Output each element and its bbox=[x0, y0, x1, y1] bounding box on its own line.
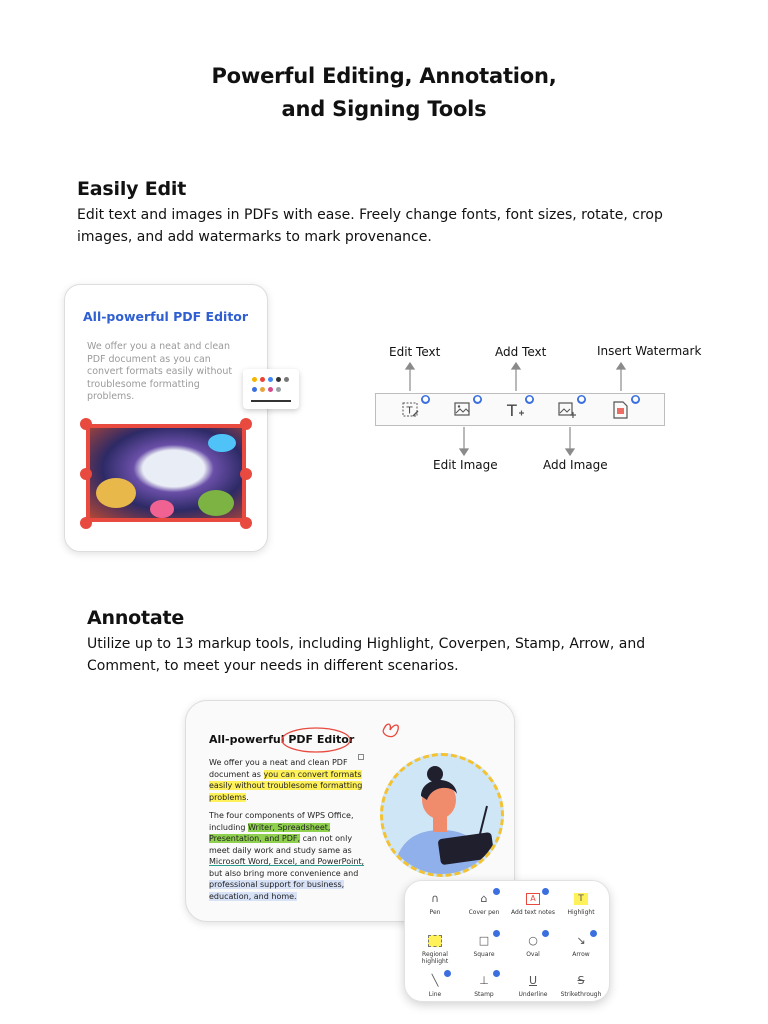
markup-tool-label: Stamp bbox=[474, 991, 494, 998]
markup-tools-panel bbox=[404, 880, 610, 1002]
color-swatch[interactable] bbox=[260, 377, 265, 382]
strikethrough-icon: S bbox=[577, 974, 585, 987]
image-detail bbox=[96, 478, 136, 508]
markup-tool-highlight[interactable] bbox=[556, 893, 606, 916]
image-detail bbox=[150, 500, 174, 518]
color-swatch[interactable] bbox=[276, 387, 281, 392]
highlighted-text[interactable]: you can convert formats easily without troublesome formatting problems bbox=[209, 769, 363, 802]
badge: ● bbox=[422, 395, 429, 403]
paragraph-text: . bbox=[246, 792, 249, 802]
stamp-icon: ⊥ bbox=[479, 974, 489, 987]
badge bbox=[542, 888, 549, 895]
add-text-icon[interactable] bbox=[506, 395, 533, 419]
card-text: We offer you a neat and clean PDF document as you can convert formats easily without troublesome formatting problems. bbox=[87, 341, 233, 402]
annotate-description bbox=[87, 633, 737, 677]
color-swatch[interactable] bbox=[268, 387, 273, 392]
badge bbox=[444, 970, 451, 977]
svg-text:T: T bbox=[507, 401, 517, 419]
edit-image-label: Edit Image bbox=[433, 458, 498, 472]
crop-handle-top-left[interactable] bbox=[80, 418, 92, 430]
edit-text-icon[interactable] bbox=[402, 395, 429, 419]
add-image-icon[interactable] bbox=[558, 395, 585, 419]
markup-tool-label: Arrow bbox=[572, 951, 590, 958]
insert-watermark-label: Insert Watermark bbox=[597, 344, 702, 358]
markup-tool-label: Pen bbox=[429, 909, 441, 916]
markup-tool-label: Highlight bbox=[567, 909, 595, 916]
illustration-drawing bbox=[383, 756, 501, 874]
pdf-edit-toolbar bbox=[375, 393, 665, 426]
badge: ● bbox=[474, 395, 481, 403]
markup-tool-strikethrough[interactable] bbox=[556, 975, 606, 998]
page-title bbox=[0, 60, 768, 126]
annotate-heading: Annotate bbox=[87, 607, 185, 629]
regional-highlight-icon bbox=[428, 935, 442, 947]
card-title: All-powerful PDF Editor bbox=[83, 309, 249, 324]
font-size-slider[interactable] bbox=[251, 400, 291, 402]
markup-tool-label: Oval bbox=[526, 951, 540, 958]
art-supplies-image[interactable] bbox=[86, 424, 246, 522]
font-color-palette[interactable] bbox=[243, 369, 299, 409]
underline-icon: U bbox=[528, 974, 538, 987]
markup-tool-underline[interactable] bbox=[508, 975, 558, 998]
annotated-paragraph-1 bbox=[209, 757, 375, 803]
edit-text-label: Edit Text bbox=[389, 345, 441, 359]
cover-pen-icon: ⌂ bbox=[480, 892, 488, 905]
markup-tool-line[interactable] bbox=[410, 975, 460, 998]
badge bbox=[493, 930, 500, 937]
badge bbox=[542, 930, 549, 937]
insert-watermark-icon[interactable] bbox=[612, 395, 639, 419]
color-swatch[interactable] bbox=[260, 387, 265, 392]
square-icon: □ bbox=[478, 934, 490, 947]
edit-image-icon[interactable] bbox=[454, 395, 481, 419]
markup-tool-label: Strikethrough bbox=[560, 991, 602, 998]
text-note-icon: A bbox=[526, 893, 540, 905]
annotated-doc-title: All-powerful PDF Editor bbox=[209, 733, 355, 746]
svg-text:T: T bbox=[406, 405, 413, 417]
line-icon: ╲ bbox=[431, 974, 439, 987]
arrow-icon: ↘ bbox=[576, 934, 586, 947]
markup-tool-oval[interactable] bbox=[508, 935, 558, 958]
markup-tool-add-text-notes[interactable] bbox=[508, 893, 558, 916]
markup-tool-label: Square bbox=[473, 951, 495, 958]
page-title-line-1: Powerful Editing, Annotation, bbox=[211, 64, 557, 88]
markup-tool-cover-pen[interactable] bbox=[459, 893, 509, 916]
page-title-line-2: and Signing Tools bbox=[281, 97, 487, 121]
crop-handle-right[interactable] bbox=[240, 468, 252, 480]
color-swatch[interactable] bbox=[252, 377, 257, 382]
markup-tool-label: Underline bbox=[518, 991, 548, 998]
paragraph-text: The four components of WPS Office, including bbox=[209, 811, 354, 832]
badge bbox=[493, 888, 500, 895]
badge bbox=[493, 970, 500, 977]
markup-tool-arrow[interactable] bbox=[556, 935, 606, 958]
color-swatch[interactable] bbox=[268, 377, 273, 382]
annotate-description-line-1: Utilize up to 13 markup tools, including Highlight, Coverpen, Stamp, Arrow, and bbox=[87, 636, 646, 652]
markup-tool-label: Regional highlight bbox=[421, 951, 449, 965]
image-detail bbox=[208, 434, 236, 452]
easily-edit-description bbox=[77, 204, 737, 248]
markup-tool-stamp[interactable] bbox=[459, 975, 509, 998]
easily-edit-description-line-2: images, and add watermarks to mark provenance. bbox=[77, 229, 432, 245]
paragraph-text: can not only meet daily work and study same as bbox=[209, 834, 353, 855]
crop-handle-bottom-right[interactable] bbox=[240, 517, 252, 529]
color-swatch[interactable] bbox=[252, 387, 257, 392]
crop-handle-bottom-left[interactable] bbox=[80, 517, 92, 529]
highlighted-text[interactable]: Writer, Spreadsheet, Presentation, and PDF, bbox=[209, 822, 331, 843]
markup-tool-label: Add text notes bbox=[511, 909, 555, 916]
pen-icon: ∩ bbox=[430, 892, 440, 905]
annotation-ink-marks bbox=[280, 722, 420, 758]
easily-edit-description-line-1: Edit text and images in PDFs with ease. Freely change fonts, font sizes, rotate, crop bbox=[77, 207, 663, 223]
badge: ● bbox=[632, 395, 639, 403]
badge bbox=[590, 930, 597, 937]
illustration-woman-with-tablet bbox=[380, 753, 504, 877]
markup-tool-label: Line bbox=[428, 991, 442, 998]
badge: ● bbox=[526, 395, 533, 403]
paragraph-text: but also bring more convenience and bbox=[209, 868, 359, 878]
markup-tool-label: Cover pen bbox=[468, 909, 500, 916]
markup-tool-square[interactable] bbox=[459, 935, 509, 958]
color-swatch[interactable] bbox=[276, 377, 281, 382]
markup-tool-pen[interactable] bbox=[410, 893, 460, 916]
color-swatch[interactable] bbox=[284, 377, 289, 382]
badge: ● bbox=[578, 395, 585, 403]
annotated-paragraph-2 bbox=[209, 810, 375, 902]
highlighted-text[interactable]: professional support for business, education, and home. bbox=[209, 880, 345, 901]
image-detail bbox=[198, 490, 234, 516]
add-image-label: Add Image bbox=[543, 458, 608, 472]
easily-edit-heading: Easily Edit bbox=[77, 178, 187, 200]
annotate-description-line-2: Comment, to meet your needs in different scenarios. bbox=[87, 658, 459, 674]
oval-icon: ○ bbox=[528, 934, 538, 947]
crop-handle-top-right[interactable] bbox=[240, 418, 252, 430]
highlight-icon: T bbox=[574, 893, 588, 905]
paragraph-text: We offer you a neat and clean PDF document as bbox=[209, 758, 348, 779]
add-text-label: Add Text bbox=[495, 345, 547, 359]
underlined-text[interactable]: Microsoft Word, Excel, and PowerPoint, bbox=[209, 857, 365, 866]
crop-handle-left[interactable] bbox=[80, 468, 92, 480]
markup-tool-regional-highlight[interactable] bbox=[410, 935, 460, 965]
